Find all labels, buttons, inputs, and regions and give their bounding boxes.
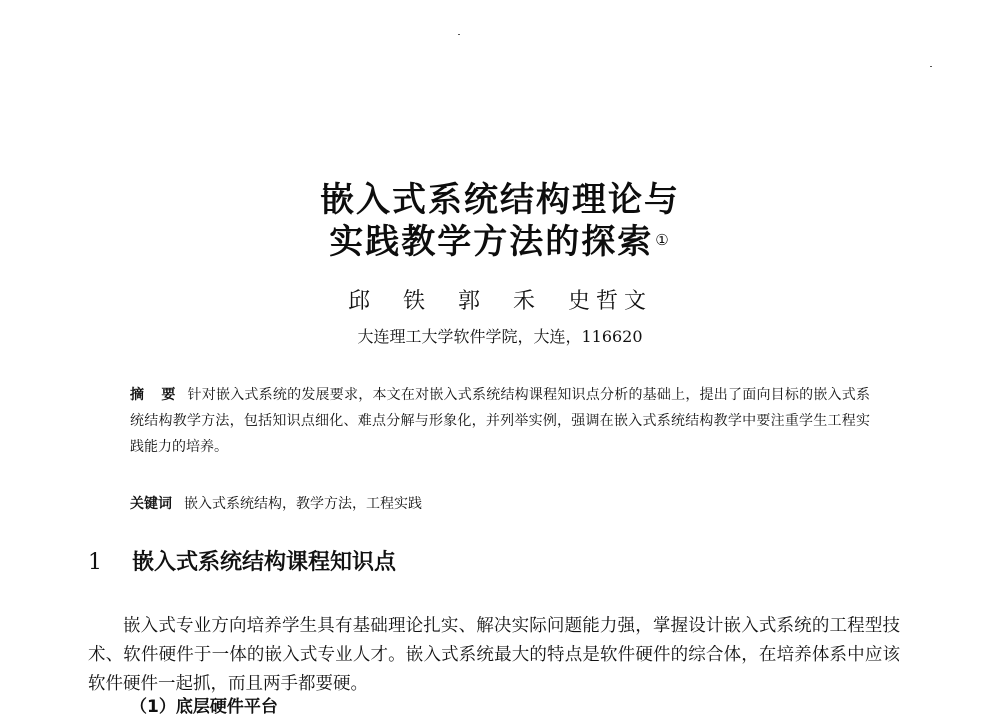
abstract [130, 382, 870, 460]
section-title: 嵌入式系统结构课程知识点 [132, 550, 397, 575]
scan-speck [458, 34, 460, 35]
keywords-label: 关键词 [130, 496, 172, 512]
paper-title-line-2-text: 实践教学方法的探索 [329, 222, 654, 262]
section-number: 1 [88, 550, 102, 575]
author-list: 邱 铁 郭 禾 史哲文 [348, 289, 652, 314]
keywords-text: 嵌入式系统结构，教学方法，工程实践 [184, 496, 422, 512]
section-heading [88, 548, 396, 578]
scan-speck [930, 66, 932, 67]
paper-title-line-2 [0, 222, 1000, 262]
cut-off-subheading: （1）底层硬件平台 [130, 697, 278, 717]
abstract-label: 摘 要 [130, 387, 182, 403]
keywords [130, 492, 870, 516]
title-footnote-mark: ① [655, 231, 671, 249]
abstract-text: 针对嵌入式系统的发展要求，本文在对嵌入式系统结构课程知识点分析的基础上，提出了面向目标的嵌入式系统结构教学方法，包括知识点细化、难点分解与形象化，并列举实例，强调在嵌入式系统结构教学中要注重学生工程实践能力的培养。 [130, 387, 871, 455]
body-paragraph: 嵌入式专业方向培养学生具有基础理论扎实、解决实际问题能力强，掌握设计嵌入式系统的工程型技术、软件硬件于一体的嵌入式专业人才。嵌入式系统最大的特点是软件硬件的综合体，在培养体系中应该软件硬件一起抓，而且两手都要硬。 [88, 616, 900, 694]
author-affiliation: 大连理工大学软件学院，大连，116620 [357, 327, 643, 346]
paper-title-line-1: 嵌入式系统结构理论与 [320, 180, 680, 220]
